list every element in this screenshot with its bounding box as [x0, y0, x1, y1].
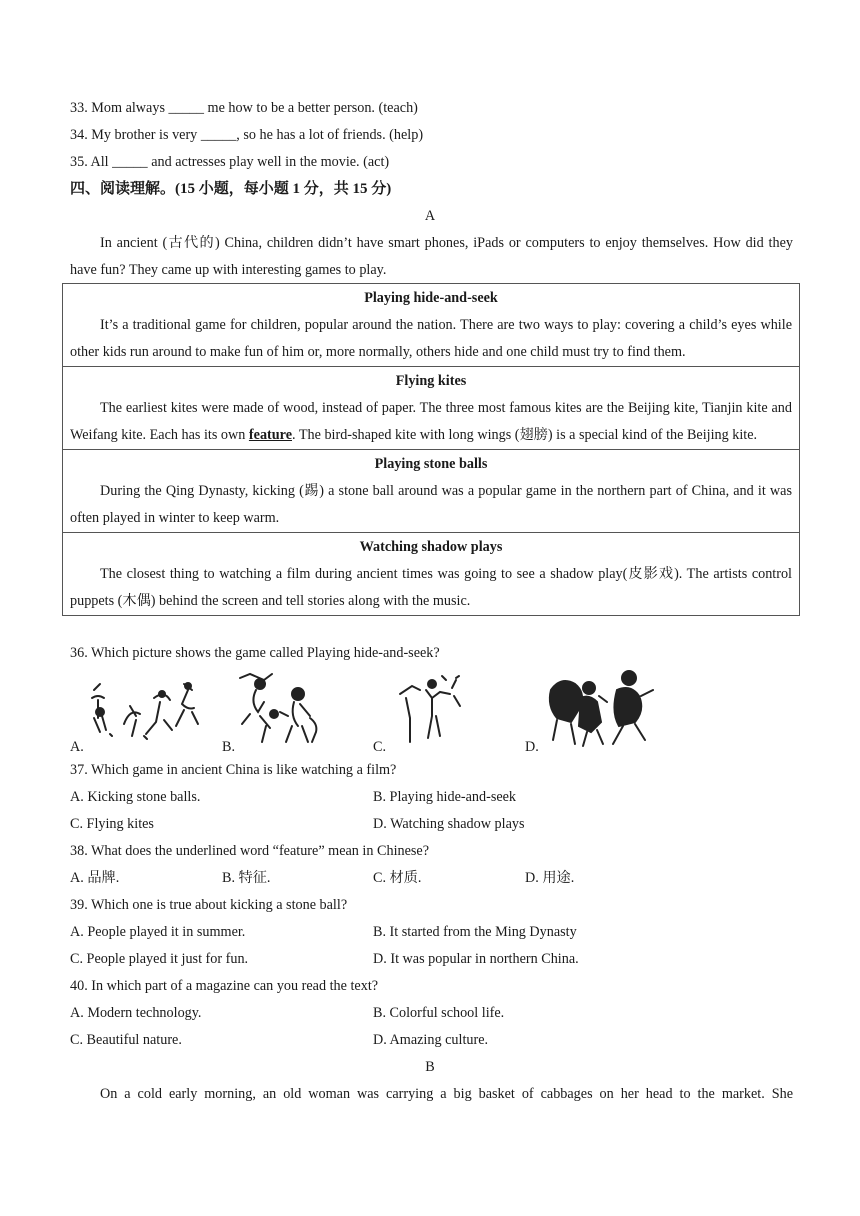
game-row-hide-and-seek: [63, 285, 799, 367]
q40-option-a: A. Modern technology.: [70, 1005, 202, 1021]
game-row-flying-kites: [63, 368, 799, 450]
q37-option-c: C. Flying kites: [70, 816, 154, 832]
q37-option-d: D. Watching shadow plays: [373, 816, 525, 832]
q36-option-a-label: A.: [70, 739, 84, 755]
q38-option-b: B. 特征.: [222, 870, 271, 886]
question-36-stem: 36. Which picture shows the game called Playing hide-and-seek?: [70, 645, 440, 661]
game-title: Flying kites: [395, 373, 467, 389]
game-row-shadow-plays: [63, 534, 799, 615]
passage-b-label: B: [425, 1059, 435, 1075]
question-38-stem: 38. What does the underlined word “feature” mean in Chinese?: [70, 843, 430, 859]
q40-option-c: C. Beautiful nature.: [70, 1032, 182, 1048]
passage-b-intro: On a cold early morning, an old woman was carrying a big basket of cabbages on her head to the market. She: [100, 1086, 793, 1102]
q39-option-b: B. It started from the Ming Dynasty: [373, 924, 577, 940]
game-title: Playing hide-and-seek: [364, 290, 498, 306]
game-description: During the Qing Dynasty, kicking (踢) a stone ball around was a popular game in the northern part of China, and it was often played in winter to keep warm.: [70, 483, 792, 526]
question-33: 33. Mom always _____ me how to be a better person. (teach): [70, 100, 418, 116]
game-text-part: . The bird-shaped kite with long wings (翅膀) is a special kind of the Beijing kite.: [292, 427, 758, 443]
section-title: 四、阅读理解。(15 小题，每小题 1 分，共 15 分): [70, 181, 392, 197]
stone-ball-picture-b: [236, 670, 328, 750]
games-table: [62, 283, 800, 616]
game-title: Playing stone balls: [374, 456, 488, 472]
question-37-stem: 37. Which game in ancient China is like watching a film?: [70, 762, 397, 778]
game-description: The closest thing to watching a film during ancient times was going to see a shadow play(皮影戏). The artists control puppets (木偶) behind the screen and tell stories along with the music.: [70, 566, 792, 609]
question-34: 34. My brother is very _____, so he has a lot of friends. (help): [70, 127, 424, 143]
game-description: [70, 395, 792, 449]
question-35: 35. All _____ and actresses play well in the movie. (act): [70, 154, 390, 170]
q39-option-d: D. It was popular in northern China.: [373, 951, 579, 967]
q36-option-d-label: D.: [525, 739, 539, 755]
q37-option-a: A. Kicking stone balls.: [70, 789, 201, 805]
question-40-stem: 40. In which part of a magazine can you read the text?: [70, 978, 379, 994]
q38-option-c: C. 材质.: [373, 870, 422, 886]
q40-option-b: B. Colorful school life.: [373, 1005, 505, 1021]
q39-option-a: A. People played it in summer.: [70, 924, 246, 940]
people-picture-d: [545, 668, 657, 750]
game-title: Watching shadow plays: [359, 539, 503, 555]
kite-picture-c: [396, 674, 466, 746]
underlined-word-feature: feature: [248, 427, 292, 443]
game-description: It’s a traditional game for children, popular around the nation. There are two ways to play: covering a child’s eyes while other kids run around to make fun of him or, more normally, others hide and one child must try to find them.: [70, 317, 792, 360]
passage-a-label: A: [424, 208, 436, 224]
question-39-stem: 39. Which one is true about kicking a stone ball?: [70, 897, 348, 913]
q38-option-d: D. 用途.: [525, 870, 575, 886]
game-text-part: The earliest kites were made of wood, instead of paper. The three most famous kites are the Beijing kite, Tianjin kite and Weifang kite. Each has its own: [70, 400, 792, 443]
q37-option-b: B. Playing hide-and-seek: [373, 789, 517, 805]
q40-option-d: D. Amazing culture.: [373, 1032, 489, 1048]
hide-and-seek-picture-a: [84, 676, 208, 748]
passage-a-intro: In ancient (古代的) China, children didn’t have smart phones, iPads or computers to enjoy themselves. How did they have fun? They came up with interesting games to play.: [70, 235, 793, 278]
q36-option-c-label: C.: [373, 739, 387, 755]
q36-option-b-label: B.: [222, 739, 236, 755]
game-row-stone-balls: [63, 451, 799, 533]
q39-option-c: C. People played it just for fun.: [70, 951, 249, 967]
q38-option-a: A. 品牌.: [70, 870, 120, 886]
